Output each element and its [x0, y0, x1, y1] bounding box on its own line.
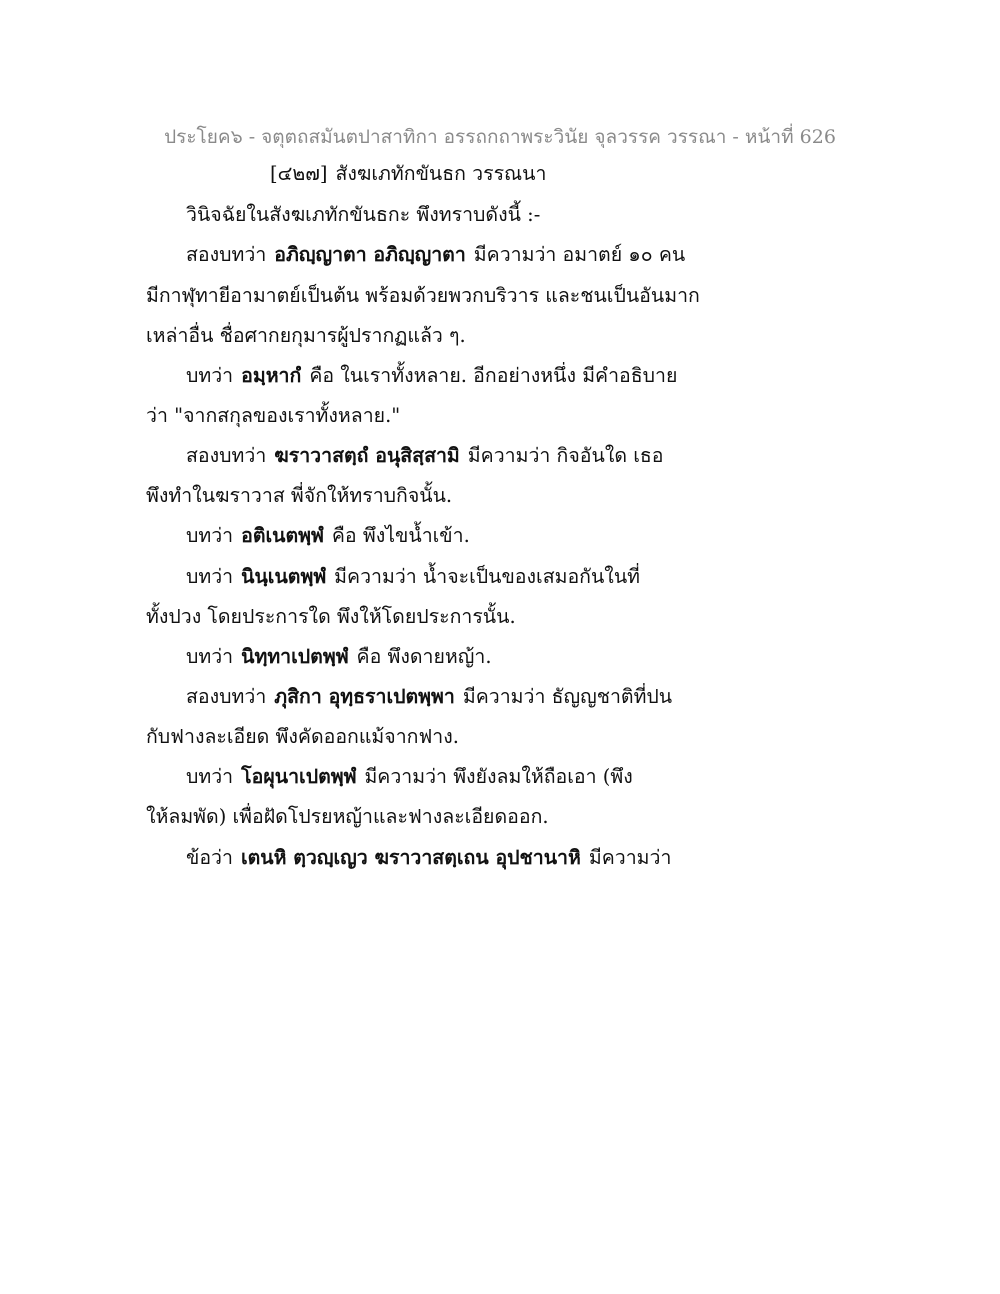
- paragraph-7-lead: สองบทว่า: [186, 685, 267, 708]
- paragraph-1-term: อภิญฺญาตา อภิญฺญาตา: [274, 243, 466, 266]
- paragraph-4-lead: บทว่า: [186, 524, 234, 547]
- paragraph-1-rest: มีความว่า อมาตย์ ๑๐ คน: [473, 243, 686, 266]
- paragraph-5-lead: บทว่า: [186, 565, 234, 588]
- section-number: [๔๒๗]: [270, 162, 328, 185]
- paragraph-8-line-1: [186, 763, 633, 791]
- paragraph-9-line-1: [186, 844, 671, 872]
- section-heading: [270, 160, 546, 188]
- paragraph-8-rest: มีความว่า พึงยังลมให้ถือเอา (พึง: [364, 765, 633, 788]
- paragraph-7-term: ภุสิกา อุทฺธราเปตพฺพา: [274, 685, 455, 708]
- paragraph-6-term: นิทฺทาเปตพฺพํ: [241, 645, 349, 668]
- paragraph-6-lead: บทว่า: [186, 645, 234, 668]
- paragraph-5-term: นินฺเนตพฺพํ: [241, 565, 327, 588]
- paragraph-1-line-1: [186, 241, 685, 269]
- paragraph-3-line-1: [186, 442, 663, 470]
- paragraph-3-term: ฆราวาสตฺถํ อนุสิสฺสามิ: [274, 444, 460, 467]
- paragraph-2-line-2: ว่า "จากสกุลของเราทั้งหลาย.": [146, 404, 401, 427]
- paragraph-8-line-2: ให้ลมพัด) เพื่อฝัดโปรยหญ้าและฟางละเอียดออก.: [146, 805, 549, 828]
- paragraph-2-lead: บทว่า: [186, 364, 234, 387]
- paragraph-7-line-1: [186, 683, 672, 711]
- paragraph-2-rest: คือ ในเราทั้งหลาย. อีกอย่างหนึ่ง มีคำอธิบาย: [309, 364, 678, 387]
- paragraph-4-rest: คือ พึงไขน้ำเข้า.: [331, 524, 470, 547]
- paragraph-3-rest: มีความว่า กิจอันใด เธอ: [467, 444, 664, 467]
- paragraph-9-term: เตนหิ ตฺวญฺเญว ฆราวาสตฺเถน อุปชานาหิ: [240, 846, 581, 869]
- paragraph-2-term: อมฺหากํ: [241, 364, 302, 387]
- paragraph-3-lead: สองบทว่า: [186, 444, 267, 467]
- paragraph-6-line-1: [186, 643, 492, 671]
- paragraph-9-rest: มีความว่า: [588, 846, 672, 869]
- paragraph-8-term: โอผุนาเปตพฺพํ: [241, 765, 357, 788]
- section-title: สังฆเภทักขันธก วรรณนา: [335, 162, 547, 185]
- paragraph-1-lead: สองบทว่า: [186, 243, 267, 266]
- intro-line: วินิจฉัยในสังฆเภทักขันธกะ พึงทราบดังนี้ :-: [186, 203, 541, 226]
- paragraph-3-line-2: พึงทำในฆราวาส พี่จักให้ทราบกิจนั้น.: [146, 484, 453, 507]
- paragraph-1-line-2: มีกาฬุทายีอามาตย์เป็นต้น พร้อมด้วยพวกบริวาร และชนเป็นอันมาก: [146, 284, 700, 307]
- paragraph-4-term: อติเนตพฺพํ: [241, 524, 324, 547]
- paragraph-6-rest: คือ พึงดายหญ้า.: [356, 645, 492, 668]
- paragraph-8-lead: บทว่า: [186, 765, 234, 788]
- paragraph-5-rest: มีความว่า น้ำจะเป็นของเสมอกันในที่: [334, 565, 641, 588]
- paragraph-1-line-3: เหล่าอื่น ชื่อศากยกุมารผู้ปรากฏแล้ว ๆ.: [146, 324, 466, 347]
- paragraph-9-lead: ข้อว่า: [186, 846, 233, 869]
- paragraph-7-line-2: กับฟางละเอียด พึงคัดออกแม้จากฟาง.: [146, 725, 459, 748]
- paragraph-5-line-2: ทั้งปวง โดยประการใด พึงให้โดยประการนั้น.: [146, 605, 516, 628]
- paragraph-2-line-1: [186, 362, 677, 390]
- paragraph-5-line-1: [186, 563, 640, 591]
- paragraph-4-line-1: [186, 522, 470, 550]
- paragraph-7-rest: มีความว่า ธัญญชาติที่ปน: [462, 685, 673, 708]
- page-header: ประโยค๖ - จตุตถสมันตปาสาทิกา อรรถกถาพระวินัย จุลวรรค วรรณา - หน้าที่ 626: [164, 126, 836, 148]
